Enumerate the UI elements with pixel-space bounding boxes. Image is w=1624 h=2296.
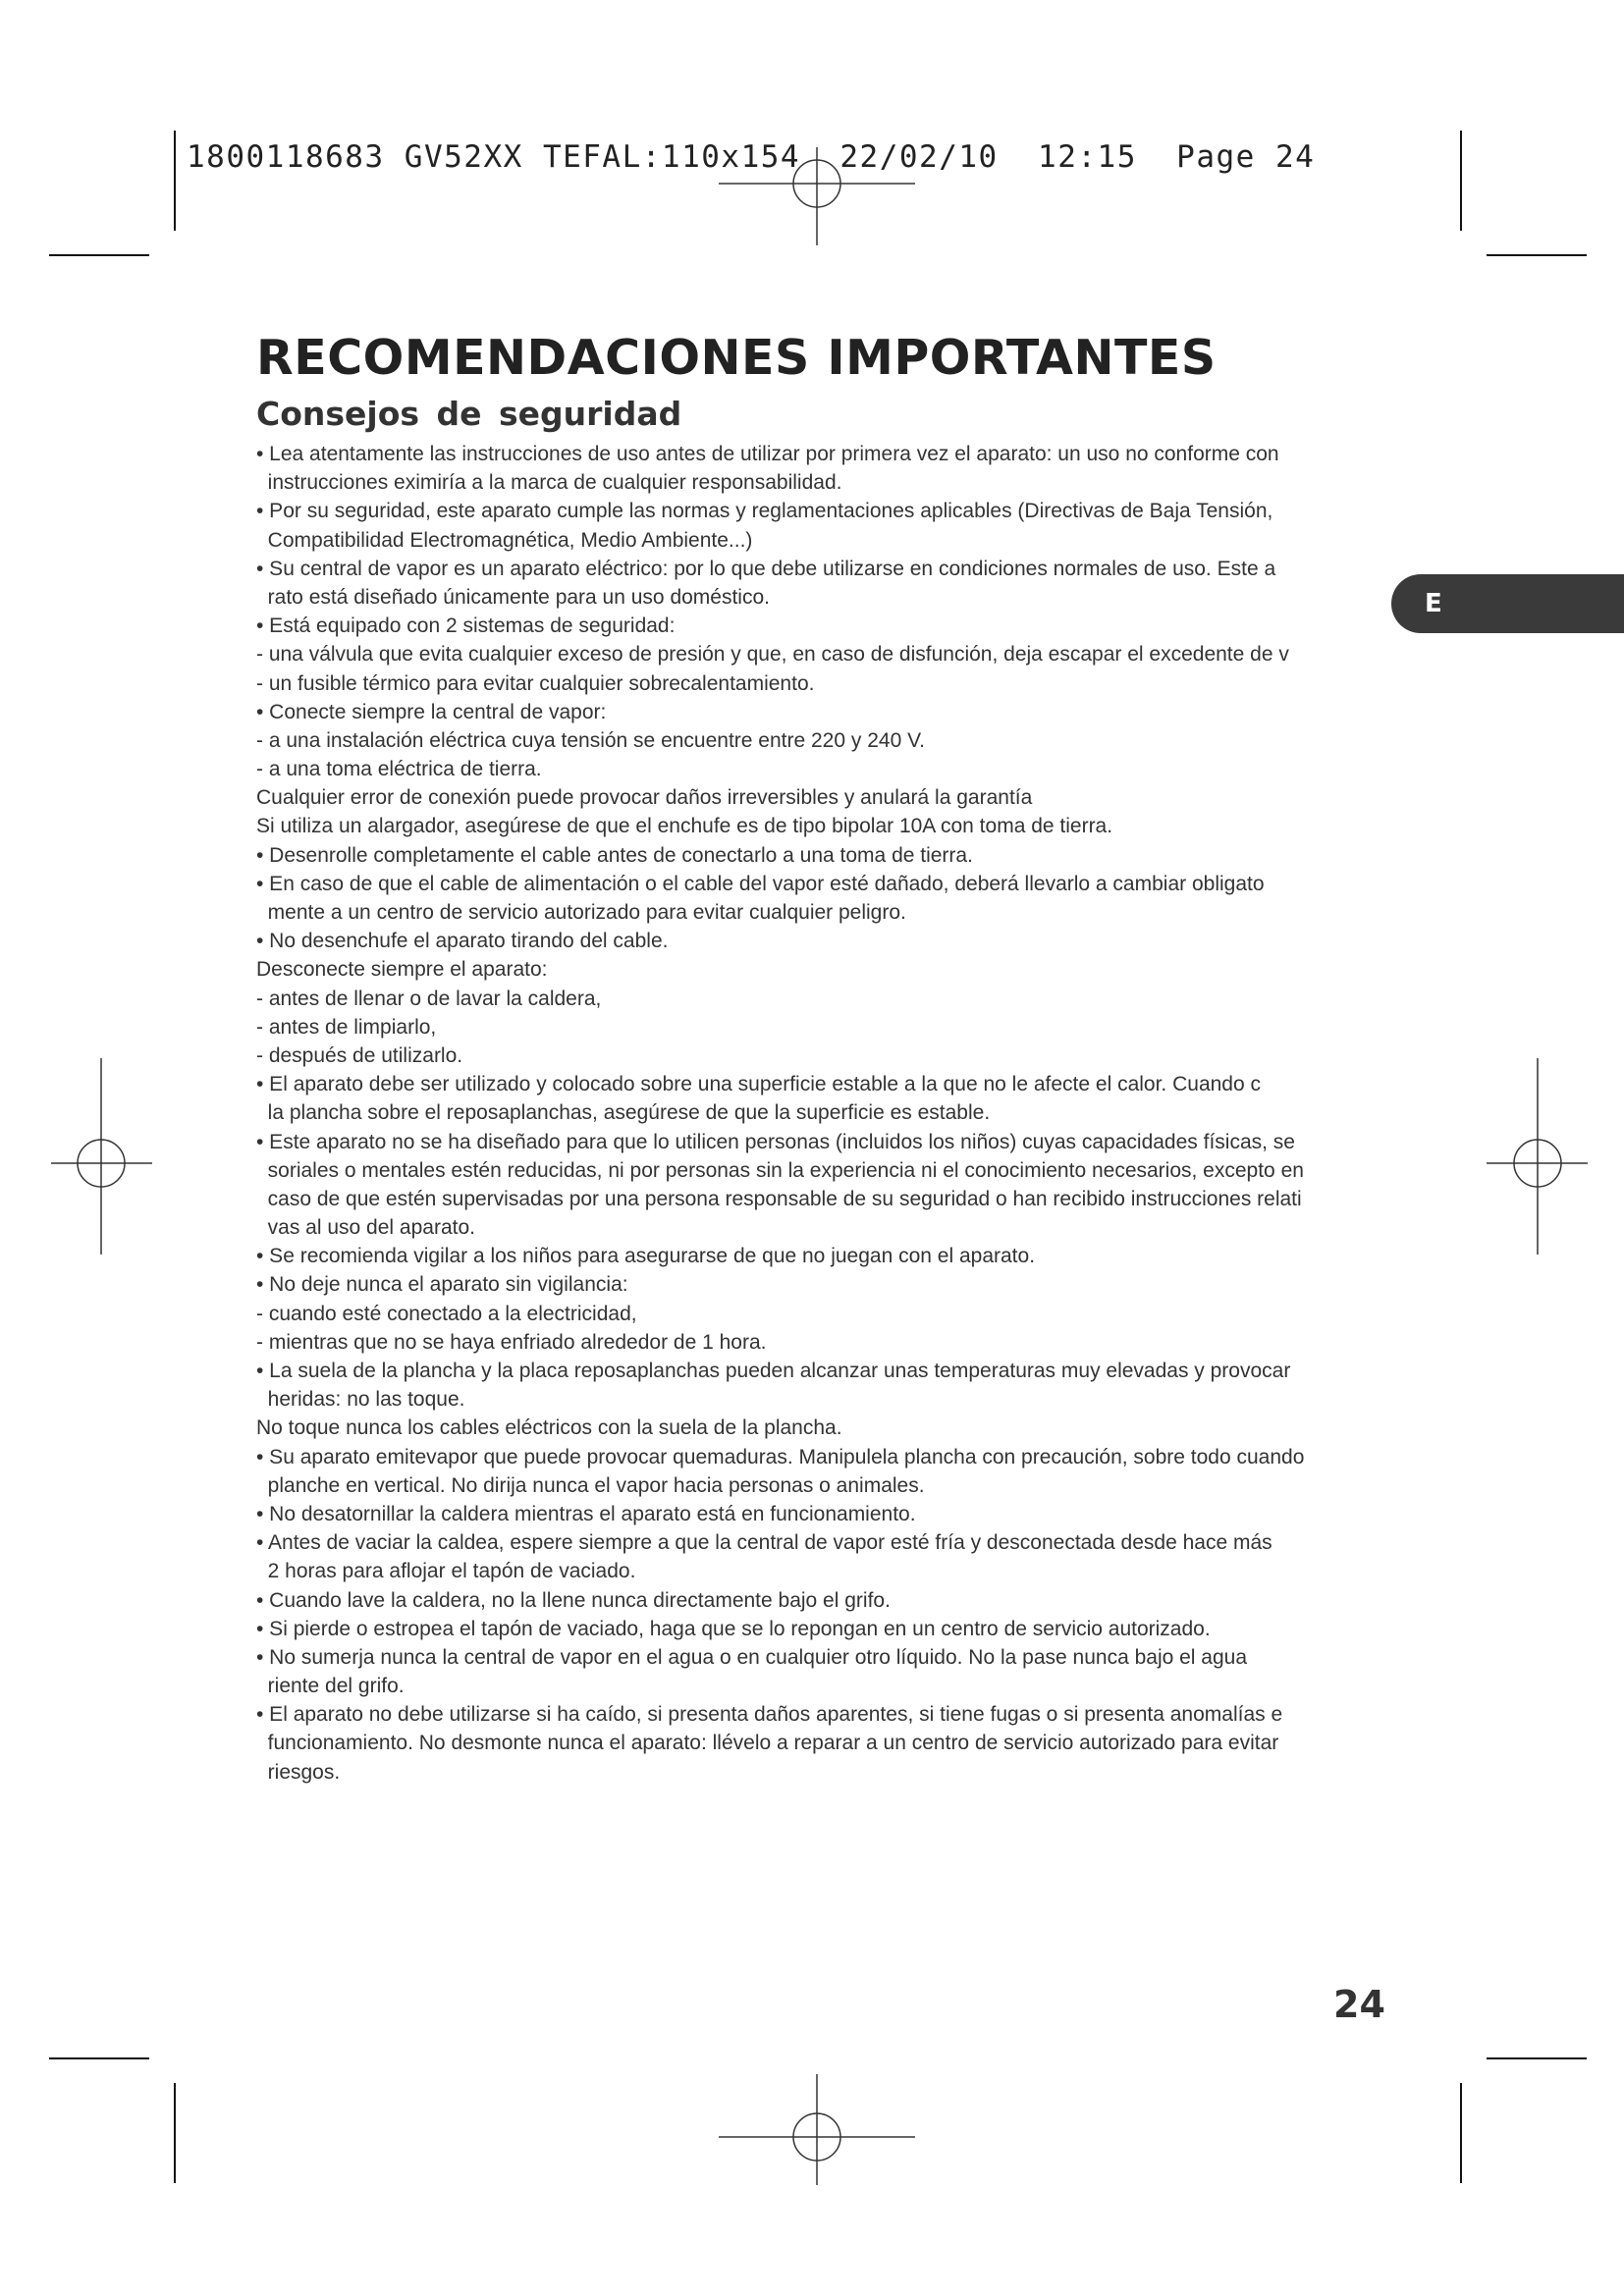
text-line: • Si pierde o estropea el tapón de vaciado, haga que se lo repongan en un centro de servicio autorizado.: [256, 1617, 1211, 1640]
text-line: - después de utilizarlo.: [256, 1043, 463, 1067]
text-line: soriales o mentales estén reducidas, ni por personas sin la experiencia ni el conocimiento necesarios, excepto en: [256, 1158, 1304, 1182]
text-line: caso de que estén supervisadas por una persona responsable de su seguridad o han recibido instrucciones relati: [256, 1187, 1302, 1210]
text-line: - un fusible térmico para evitar cualquier sobrecalentamiento.: [256, 671, 815, 695]
text-line: • Está equipado con 2 sistemas de seguridad:: [256, 614, 676, 638]
text-line: Desconecte siempre el aparato:: [256, 958, 548, 982]
text-line: riesgos.: [256, 1760, 341, 1784]
text-line: • No sumerja nunca la central de vapor en el agua o en cualquier otro líquido. No la pase nunca bajo el agua: [256, 1645, 1248, 1669]
text-line: • La suela de la plancha y la placa reposaplanchas pueden alcanzar unas temperaturas muy elevadas y provocar: [256, 1360, 1291, 1382]
text-line: - mientras que no se haya enfriado alrededor de 1 hora.: [256, 1330, 767, 1354]
text-line: vas al uso del aparato.: [256, 1216, 475, 1240]
text-line: • Cuando lave la caldera, no la llene nunca directamente bajo el grifo.: [256, 1588, 891, 1612]
text-line: Compatibilidad Electromagnética, Medio Ambiente...): [256, 528, 753, 552]
section-subtitle: Consejos de seguridad: [256, 395, 682, 433]
text-line: No toque nunca los cables eléctricos con la suela de la plancha.: [256, 1416, 842, 1440]
text-line: • Antes de vaciar la caldea, espere siempre a que la central de vapor esté fría y desconectada desde hace más: [256, 1531, 1272, 1555]
text-line: Cualquier error de conexión puede provocar daños irreversibles y anulará la garantía: [256, 786, 1033, 810]
text-line: - cuando esté conectado a la electricidad,: [256, 1302, 637, 1325]
text-line: • No desenchufe el aparato tirando del cable.: [256, 930, 669, 953]
language-tab: E: [1391, 574, 1624, 633]
text-line: planche en vertical. No dirija nunca el vapor hacia personas o animales.: [256, 1473, 925, 1497]
text-line: • Se recomienda vigilar a los niños para asegurarse de que no juegan con el aparato.: [256, 1245, 1036, 1268]
safety-instructions: [256, 440, 1503, 1787]
text-line: rato está diseñado únicamente para un uso doméstico.: [256, 585, 770, 609]
text-line: • Conecte siempre la central de vapor:: [256, 700, 607, 723]
text-line: la plancha sobre el reposaplanchas, asegúrese de que la superficie es estable.: [256, 1101, 991, 1125]
text-line: • Su central de vapor es un aparato eléctrico: por lo que debe utilizarse en condiciones normales de uso. Este a: [256, 557, 1276, 580]
text-line: • Lea atentamente las instrucciones de uso antes de utilizar por primera vez el aparato: un uso no conforme con: [256, 443, 1279, 465]
text-line: riente del grifo.: [256, 1675, 405, 1698]
text-line: Si utiliza un alargador, asegúrese de que el enchufe es de tipo bipolar 10A con toma de tierra.: [256, 815, 1113, 838]
page-number: 24: [1333, 1983, 1385, 2026]
text-line: • Su aparato emitevapor que puede provocar quemaduras. Manipulela plancha con precaución, sobre todo cuando: [256, 1445, 1305, 1468]
text-line: mente a un centro de servicio autorizado para evitar cualquier peligro.: [256, 901, 906, 924]
text-line: • El aparato debe ser utilizado y colocado sobre una superficie estable a la que no le afecte el calor. Cuando c: [256, 1073, 1262, 1096]
text-line: - una válvula que evita cualquier exceso de presión y que, en caso de disfunción, deja escapar el excedente de v: [256, 643, 1289, 667]
text-line: - a una toma eléctrica de tierra.: [256, 758, 542, 781]
text-line: • Desenrolle completamente el cable antes de conectarlo a una toma de tierra.: [256, 843, 973, 867]
text-line: heridas: no las toque.: [256, 1388, 465, 1412]
text-line: • Por su seguridad, este aparato cumple las normas y reglamentaciones aplicables (Directivas de Baja Tensión,: [256, 500, 1273, 523]
text-line: • No deje nunca el aparato sin vigilancia:: [256, 1273, 628, 1297]
text-line: - a una instalación eléctrica cuya tensión se encuentre entre 220 y 240 V.: [256, 728, 925, 752]
text-line: • En caso de que el cable de alimentación o el cable del vapor esté dañado, deberá llevarlo a cambiar obligato: [256, 872, 1265, 895]
text-line: 2 horas para aflojar el tapón de vaciado.: [256, 1560, 636, 1583]
text-line: instrucciones eximiría a la marca de cualquier responsabilidad.: [256, 471, 842, 495]
text-line: • Este aparato no se ha diseñado para que lo utilicen personas (incluidos los niños) cuyas capacidades físicas, se: [256, 1130, 1295, 1153]
text-line: - antes de llenar o de lavar la caldera,: [256, 987, 602, 1010]
page-title: RECOMENDACIONES IMPORTANTES: [256, 330, 1217, 386]
print-header: 1800118683 GV52XX TEFAL:110x154 22/02/10 12:15 Page 24: [187, 139, 1316, 175]
text-line: • No desatornillar la caldera mientras el aparato está en funcionamiento.: [256, 1502, 916, 1525]
text-line: - antes de limpiarlo,: [256, 1015, 437, 1039]
text-line: • El aparato no debe utilizarse si ha caído, si presenta daños aparentes, si tiene fugas o si presenta anomalías e: [256, 1703, 1283, 1727]
text-line: funcionamiento. No desmonte nunca el aparato: llévelo a reparar a un centro de servicio autorizado para evitar: [256, 1732, 1279, 1755]
